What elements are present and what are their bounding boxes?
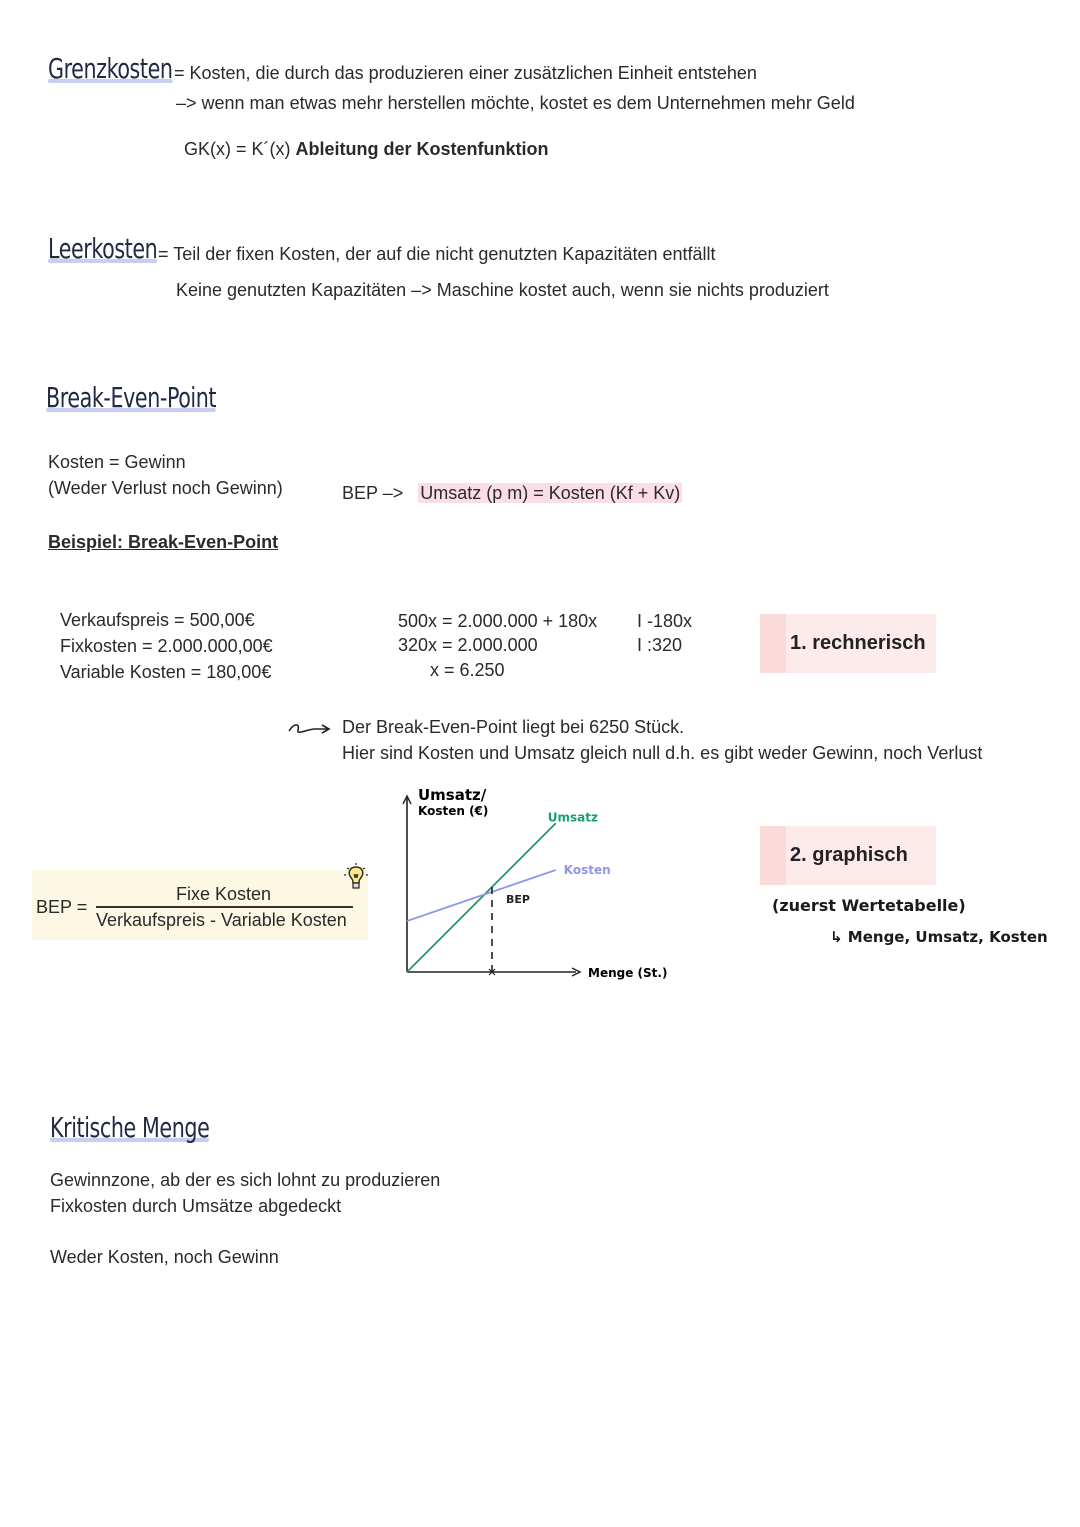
graphisch-note-2: ↳ Menge, Umsatz, Kosten	[830, 928, 1048, 946]
kritische-line-1: Gewinnzone, ab der es sich lohnt zu produzieren	[50, 1170, 441, 1190]
leerkosten-explanation: Keine genutzten Kapazitäten –> Maschine kostet auch, wenn sie nichts produziert	[176, 280, 829, 300]
kritische-line-3: Weder Kosten, noch Gewinn	[50, 1247, 279, 1267]
grenzkosten-explanation: –> wenn man etwas mehr herstellen möchte, kostet es dem Unternehmen mehr Geld	[176, 93, 855, 113]
graphisch-note-1: (zuerst Wertetabelle)	[772, 896, 966, 915]
fraction-bar	[96, 906, 353, 908]
method-graphisch-label: 2. graphisch	[790, 844, 908, 866]
example-title: Beispiel: Break-Even-Point	[48, 532, 279, 552]
grenzkosten-definition: = Kosten, die durch das produzieren einer zusätzlichen Einheit entstehen	[174, 63, 757, 83]
series-line-umsatz	[407, 823, 556, 972]
result-line-2: Hier sind Kosten und Umsatz gleich null d.h. es gibt weder Gewinn, noch Verlust	[342, 743, 983, 763]
bep-annotation: BEP	[506, 893, 530, 906]
bep-denominator: Verkaufspreis - Variable Kosten	[96, 910, 347, 930]
given-variable: Variable Kosten = 180,00€	[60, 662, 272, 682]
result-line-1: Der Break-Even-Point liegt bei 6250 Stück.	[342, 717, 685, 737]
calc-step-1: 500x = 2.000.000 + 180x	[398, 611, 598, 631]
arrow-icon	[286, 720, 334, 738]
grenzkosten-heading: Grenzkosten	[48, 52, 173, 85]
calc-step-2: 320x = 2.000.000	[398, 635, 538, 655]
lightbulb-icon	[343, 862, 369, 892]
bep-fraction-label: BEP =	[36, 897, 88, 917]
given-price: Verkaufspreis = 500,00€	[60, 610, 255, 630]
chart-ylabel: Kosten (€)	[418, 804, 489, 818]
leerkosten-definition: = Teil der fixen Kosten, der auf die nicht genutzten Kapazitäten entfällt	[158, 244, 716, 264]
grenzkosten-formula: GK(x) = K´(x) Ableitung der Kostenfunktion	[184, 139, 549, 159]
calc-op-2: I :320	[637, 635, 683, 655]
bep-line-1: Kosten = Gewinn	[48, 452, 186, 472]
series-line-kosten	[407, 870, 556, 921]
method-rechnerisch-label: 1. rechnerisch	[790, 632, 926, 654]
bep-chart	[400, 780, 700, 990]
method-rechnerisch-box	[760, 614, 936, 673]
bep-formula: BEP –> Umsatz (p m) = Kosten (Kf + Kv)	[342, 483, 681, 503]
kritische-menge-heading: Kritische Menge	[50, 1111, 210, 1144]
chart-ylabel: Umsatz/	[418, 786, 487, 804]
given-fixed: Fixkosten = 2.000.000,00€	[60, 636, 273, 656]
series-label-umsatz: Umsatz	[547, 810, 598, 825]
bep-line-2: (Weder Verlust noch Gewinn)	[48, 478, 283, 498]
method-graphisch-box	[760, 826, 936, 885]
bep-heading: Break-Even-Point	[46, 381, 217, 414]
kritische-line-2: Fixkosten durch Umsätze abgedeckt	[50, 1196, 342, 1216]
series-label-kosten: Kosten	[563, 863, 611, 877]
calc-op-1: I -180x	[637, 611, 693, 631]
calc-step-3: x = 6.250	[430, 660, 505, 680]
leerkosten-heading: Leerkosten	[48, 232, 158, 265]
chart-xlabel: Menge (St.)	[588, 966, 668, 980]
bep-numerator: Fixe Kosten	[176, 884, 272, 904]
